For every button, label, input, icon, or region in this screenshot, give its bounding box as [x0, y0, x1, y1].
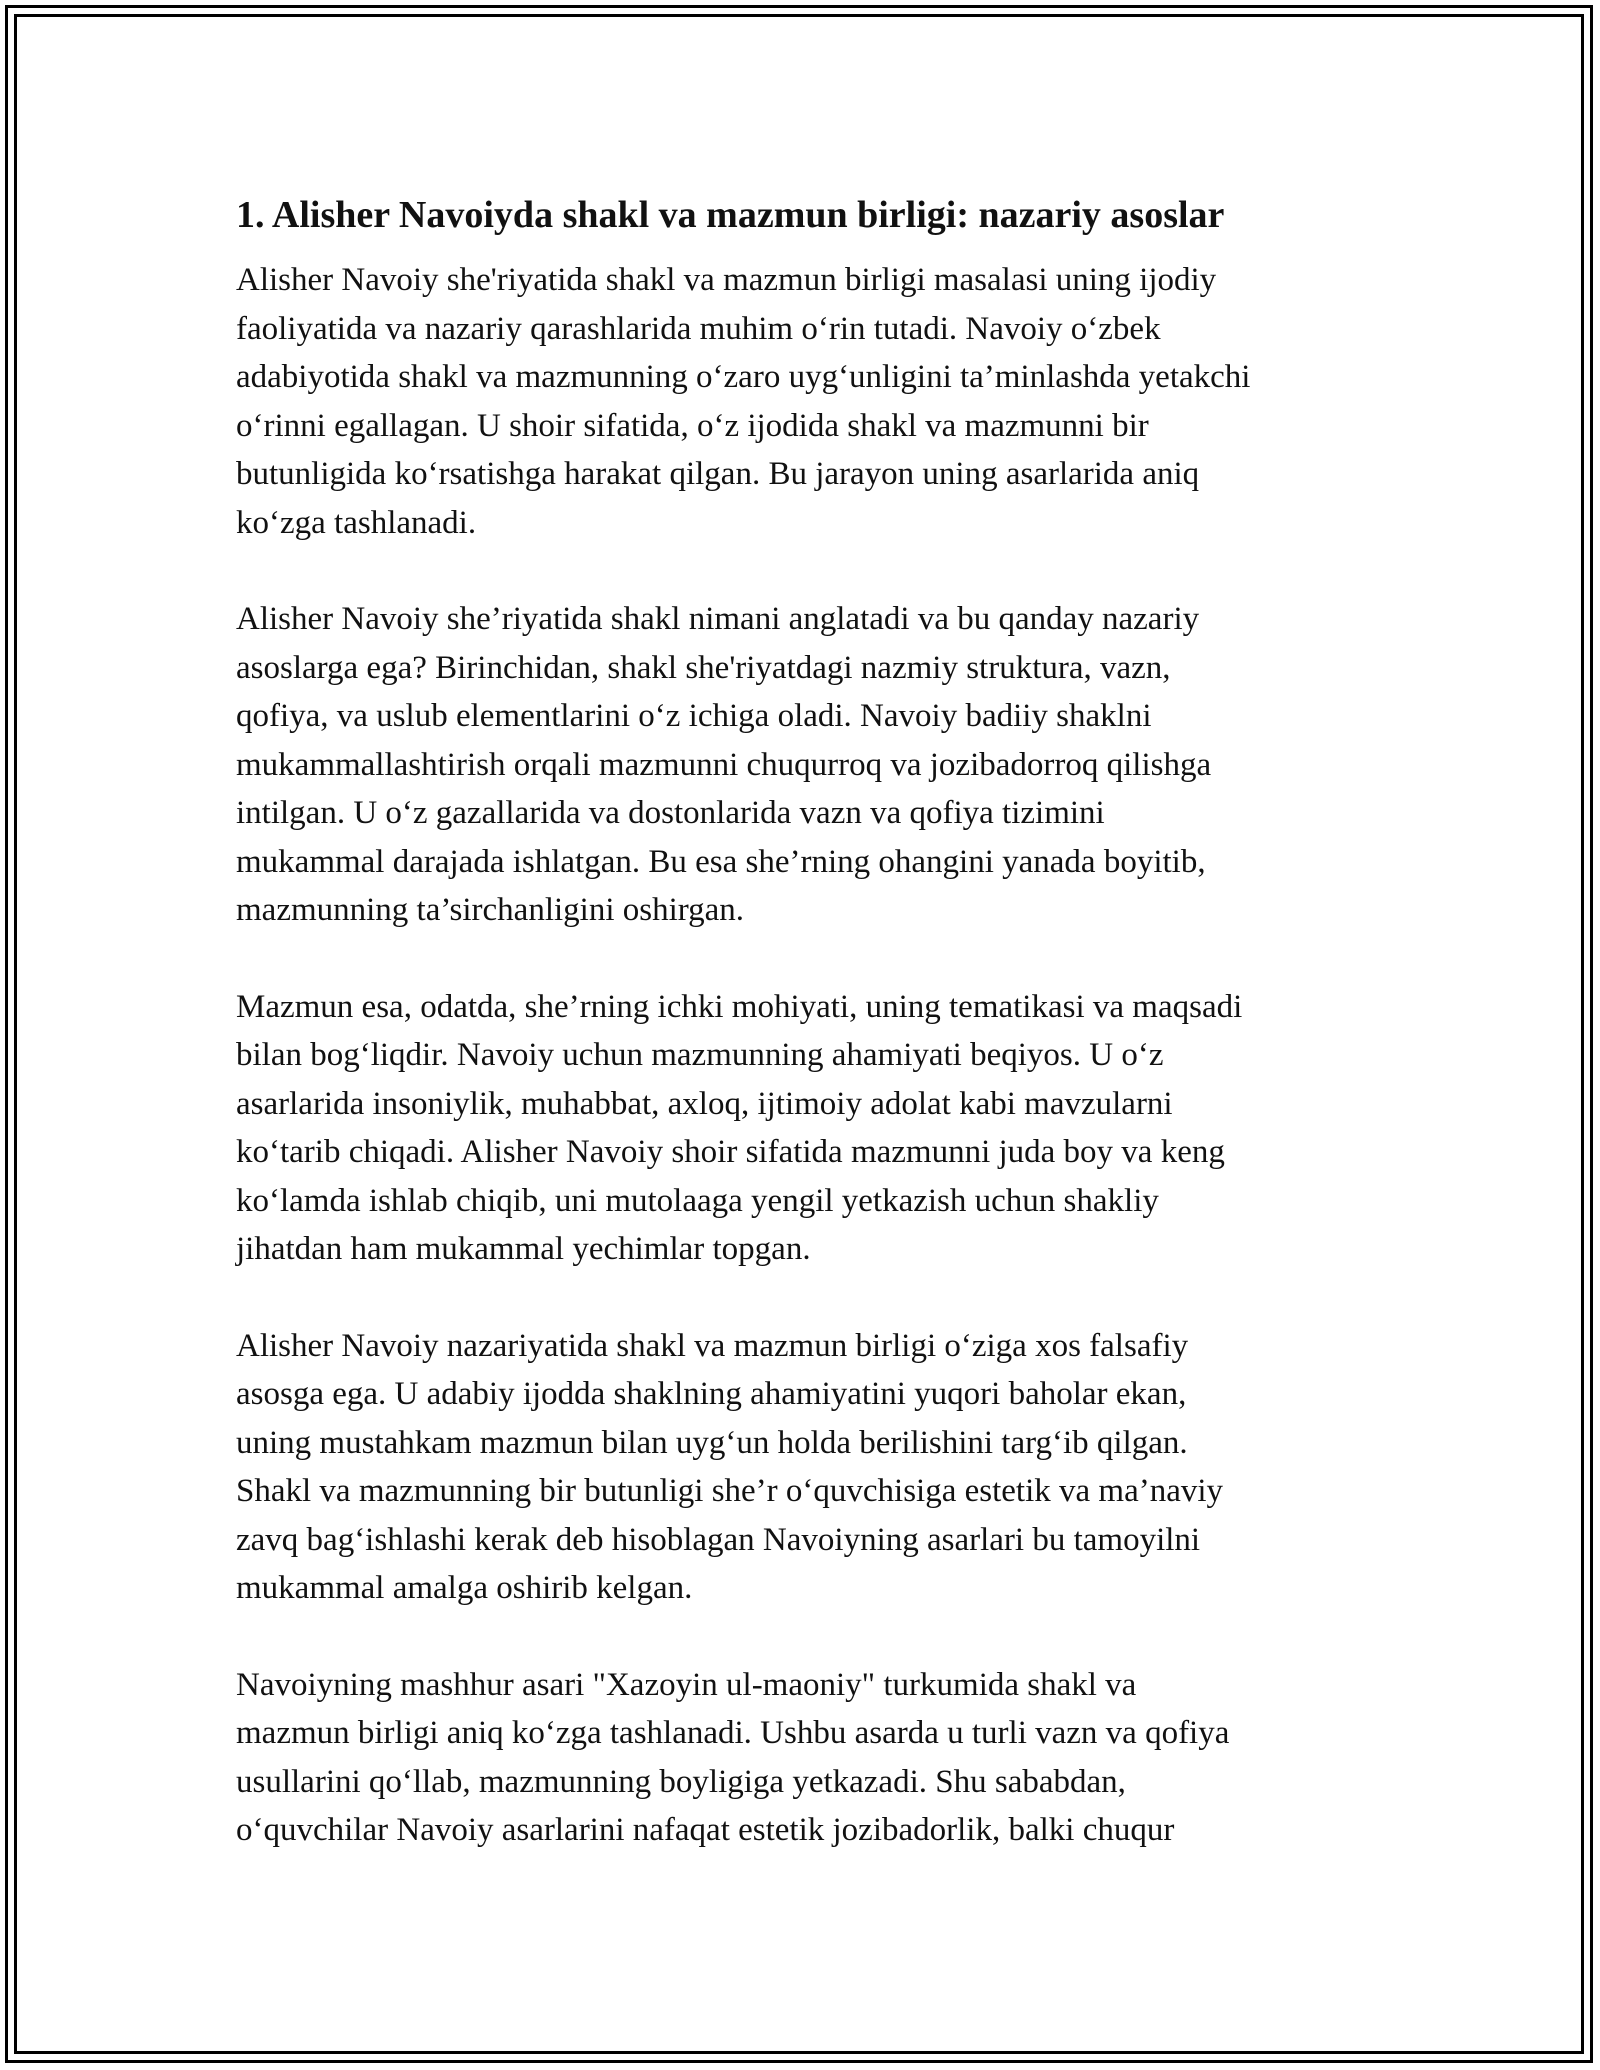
- paragraph-line: adabiyotida shakl va mazmunning o‘zaro uyg‘unligini ta’minlashda yetakchi: [236, 359, 1251, 395]
- paragraph-line: usullarini qo‘llab, mazmunning boyligiga yetkazadi. Shu sababdan,: [236, 1763, 1126, 1800]
- paragraph-line: Alisher Navoiy she’riyatida shakl nimani anglatadi va bu qanday nazariy: [236, 601, 1200, 637]
- paragraph-line: intilgan. U o‘z gazallarida va dostonlarida vazn va qofiya tizimini: [236, 795, 1105, 831]
- section-heading: 1. Alisher Navoiyda shakl va mazmun birligi: nazariy asoslar: [236, 194, 1225, 236]
- paragraph-line: Shakl va mazmunning bir butunligi she’r o‘quvchisiga estetik va ma’naviy: [236, 1473, 1224, 1509]
- paragraph-line: Alisher Navoiy nazariyatida shakl va mazmun birligi o‘ziga xos falsafiy: [236, 1327, 1189, 1364]
- paragraph-line: Alisher Navoiy she'riyatida shakl va mazmun birligi masalasi uning ijodiy: [236, 262, 1217, 298]
- paragraph-line: asarlarida insoniylik, muhabbat, axloq, ijtimoiy adolat kabi mavzularni: [236, 1085, 1173, 1122]
- paragraph-line: Navoiyning mashhur asari "Xazoyin ul-maoniy" turkumida shakl va: [236, 1666, 1137, 1703]
- paragraph-line: asosga ega. U adabiy ijodda shaklning ahamiyatini yuqori baholar ekan,: [236, 1376, 1187, 1412]
- paragraph-5: [236, 1661, 1376, 1855]
- paragraph-line: ko‘lamda ishlab chiqib, uni mutolaaga yengil yetkazish uchun shakliy: [236, 1182, 1159, 1219]
- paragraph-line: asoslarga ega? Birinchidan, shakl she'riyatdagi nazmiy struktura, vazn,: [236, 649, 1171, 686]
- paragraph-line: o‘quvchilar Navoiy asarlarini nafaqat estetik jozibadorlik, balki chuqur: [236, 1812, 1175, 1848]
- paragraph-2: [236, 595, 1376, 935]
- paragraph-line: mazmun birligi aniq ko‘zga tashlanadi. Ushbu asarda u turli vazn va qofiya: [236, 1715, 1230, 1751]
- paragraph-line: uning mustahkam mazmun bilan uyg‘un holda berilishini targ‘ib qilgan.: [236, 1424, 1188, 1461]
- paragraph-line: mukammal amalga oshirib kelgan.: [236, 1570, 693, 1606]
- paragraph-line: Mazmun esa, odatda, she’rning ichki mohiyati, uning tematikasi va maqsadi: [236, 988, 1243, 1025]
- paragraph-line: mukammal darajada ishlatgan. Bu esa she’rning ohangini yanada boyitib,: [236, 843, 1206, 880]
- paragraph-line: butunligida ko‘rsatishga harakat qilgan. Bu jarayon uning asarlarida aniq: [236, 456, 1200, 492]
- paragraph-1: [236, 256, 1376, 547]
- paragraph-line: qofiya, va uslub elementlarini o‘z ichiga oladi. Navoiy badiiy shaklni: [236, 698, 1152, 734]
- paragraph-line: mukammallashtirish orqali mazmunni chuqurroq va jozibadorroq qilishga: [236, 746, 1212, 783]
- paragraph-line: mazmunning ta’sirchanligini oshirgan.: [236, 892, 745, 928]
- paragraph-line: ko‘tarib chiqadi. Alisher Navoiy shoir sifatida mazmunni juda boy va keng: [236, 1134, 1225, 1170]
- paragraph-line: faoliyatida va nazariy qarashlarida muhim o‘rin tutadi. Navoiy o‘zbek: [236, 310, 1161, 347]
- document-body: [236, 188, 1376, 1903]
- paragraph-line: ko‘zga tashlanadi.: [236, 504, 477, 541]
- paragraph-3: [236, 983, 1376, 1274]
- paragraph-line: bilan bog‘liqdir. Navoiy uchun mazmunning ahamiyati beqiyos. U o‘z: [236, 1037, 1164, 1073]
- paragraph-4: [236, 1322, 1376, 1613]
- paragraph-line: o‘rinni egallagan. U shoir sifatida, o‘z ijodida shakl va mazmunni bir: [236, 407, 1149, 444]
- paragraph-line: jihatdan ham mukammal yechimlar topgan.: [236, 1231, 811, 1267]
- paragraph-line: zavq bag‘ishlashi kerak deb hisoblagan Navoiyning asarlari bu tamoyilni: [236, 1521, 1201, 1558]
